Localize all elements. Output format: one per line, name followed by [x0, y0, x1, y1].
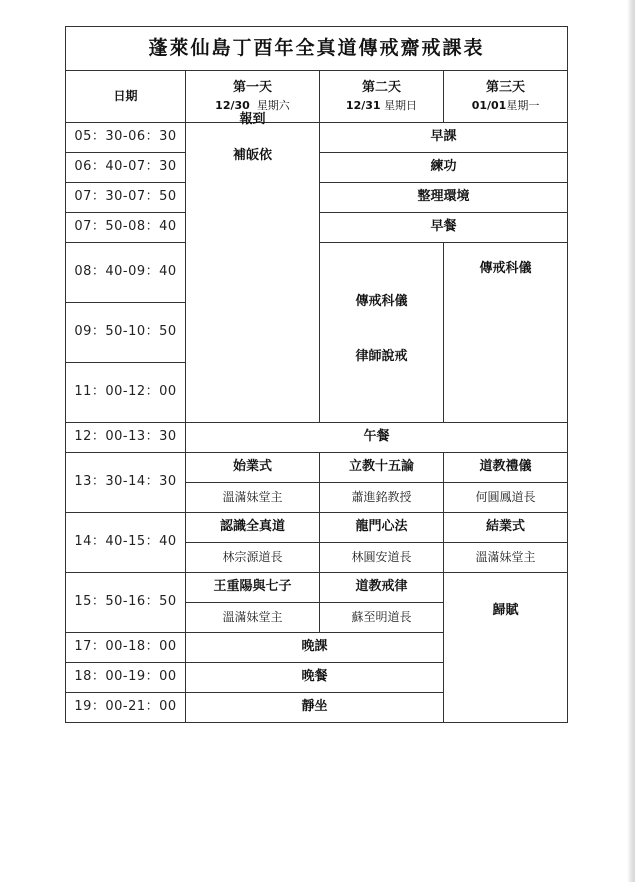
date-header: [66, 71, 186, 123]
time-slot: 17：00-18：00: [66, 633, 186, 663]
schedule-title: 蓬萊仙島丁酉年全真道傳戒齋戒課表: [66, 27, 568, 71]
day2-precept-talk: 律師說戒: [355, 348, 408, 364]
session-speaker: 溫滿妹堂主: [444, 543, 568, 573]
time-slot: 12：00-13：30: [66, 423, 186, 453]
session-speaker: 溫滿妹堂主: [186, 483, 320, 513]
session-title: 結業式: [444, 513, 568, 543]
time-slot: 05：30-06：30: [66, 123, 186, 153]
day3-header: [444, 71, 568, 123]
session-speaker: 林宗源道長: [186, 543, 320, 573]
session-speaker: 林圓安道長: [320, 543, 444, 573]
session-title: 始業式: [186, 453, 320, 483]
schedule-table: [65, 26, 568, 723]
day1-checkin: 報到: [239, 111, 266, 127]
session-title: 龍門心法: [320, 513, 444, 543]
day3-weekday: 星期一: [506, 98, 540, 112]
time-slot: 13：30-14：30: [66, 453, 186, 513]
session-speaker: 溫滿妹堂主: [186, 603, 320, 633]
dinner: 晚餐: [186, 663, 444, 693]
day3-name: 第三天: [486, 80, 526, 96]
time-slot: 14：40-15：40: [66, 513, 186, 573]
day1-date: 12/30: [215, 98, 250, 112]
time-slot: 06：40-07：30: [66, 153, 186, 183]
day1-weekday: 星期六: [256, 98, 290, 112]
time-slot: 08：40-09：40: [66, 243, 186, 303]
day1-refuge: 補皈依: [232, 147, 272, 163]
day3-date: 01/01: [471, 98, 507, 112]
day2-weekday: 星期日: [384, 98, 418, 112]
time-slot: 07：30-07：50: [66, 183, 186, 213]
day3-return-cell: [444, 573, 568, 723]
session-title: 王重陽與七子: [186, 573, 320, 603]
lunch: 午餐: [186, 423, 568, 453]
day1-name: 第一天: [232, 80, 272, 96]
session-speaker: 何圓鳳道長: [444, 483, 568, 513]
session-speaker: 蘇至明道長: [320, 603, 444, 633]
day3-ordination-rite: 傳戒科儀: [479, 260, 532, 276]
day3-morning-cell: [444, 243, 568, 423]
date-label: 日期: [113, 88, 138, 103]
evening-class: 晚課: [186, 633, 444, 663]
shared-breakfast: 早餐: [320, 213, 568, 243]
session-title: 道教禮儀: [444, 453, 568, 483]
day3-return: 歸賦: [492, 602, 519, 618]
day2-header: [320, 71, 444, 123]
shared-morning-class: 早課: [320, 123, 568, 153]
session-title: 認識全真道: [186, 513, 320, 543]
session-speaker: 蕭進銘教授: [320, 483, 444, 513]
day1-checkin-cell: [186, 111, 320, 423]
shared-exercise: 練功: [320, 153, 568, 183]
time-slot: 11：00-12：00: [66, 363, 186, 423]
time-slot: 07：50-08：40: [66, 213, 186, 243]
day2-name: 第二天: [361, 80, 401, 96]
day2-morning-cell: [320, 243, 444, 423]
shared-cleanup: 整理環境: [320, 183, 568, 213]
day2-ordination-rite: 傳戒科儀: [355, 294, 408, 310]
meditation: 靜坐: [186, 693, 444, 723]
session-title: 道教戒律: [320, 573, 444, 603]
page-edge-shadow: [627, 0, 635, 882]
time-slot: 18：00-19：00: [66, 663, 186, 693]
day2-date: 12/31: [345, 98, 381, 112]
schedule-sheet: [65, 26, 568, 723]
session-title: 立教十五論: [320, 453, 444, 483]
time-slot: 15：50-16：50: [66, 573, 186, 633]
time-slot: 19：00-21：00: [66, 693, 186, 723]
time-slot: 09：50-10：50: [66, 303, 186, 363]
